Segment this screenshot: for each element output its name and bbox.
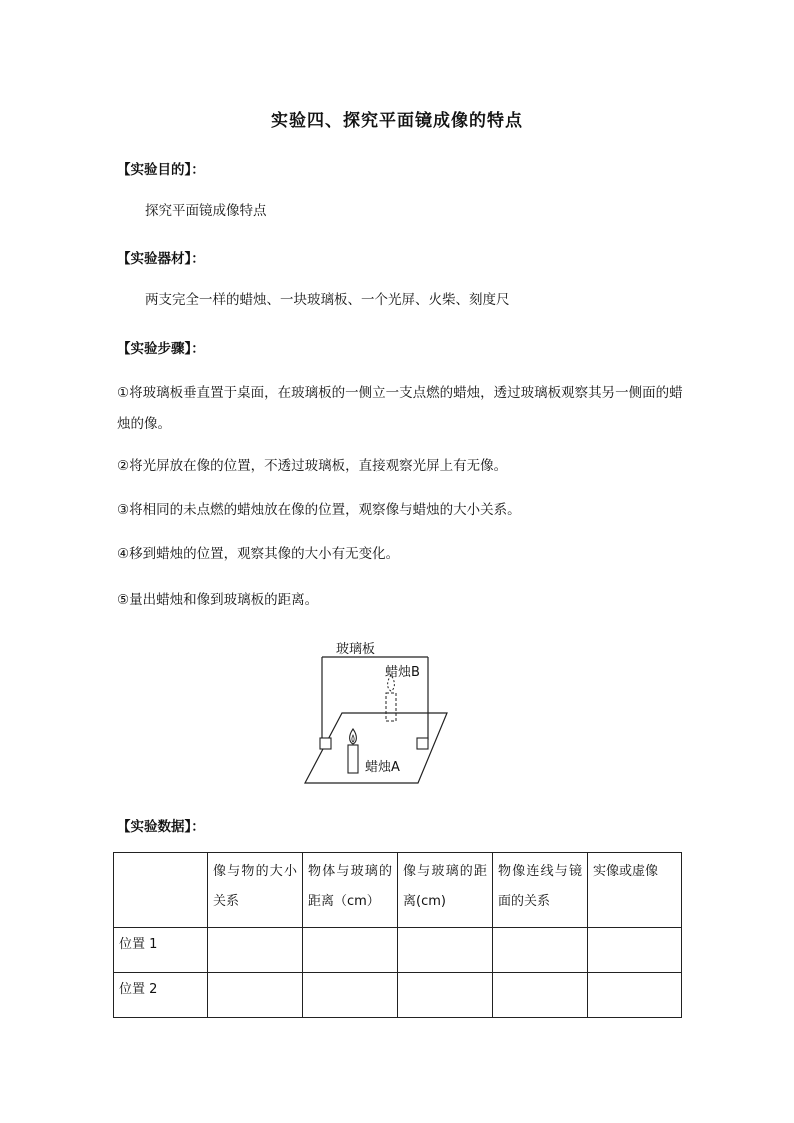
- table-row: [114, 928, 682, 973]
- table-header-row: [114, 853, 682, 928]
- data-table: [113, 852, 682, 1018]
- glass-label: 玻璃板: [336, 642, 376, 657]
- table-cell[interactable]: [588, 973, 682, 1018]
- table-header-cell: [114, 853, 208, 928]
- steps-heading: 【实验步骤】：: [117, 341, 205, 357]
- purpose-heading: 【实验目的】：: [117, 162, 205, 178]
- candle-a-label: 蜡烛A: [365, 760, 400, 775]
- page-title: 实验四、探究平面镜成像的特点: [271, 111, 523, 131]
- table-header-cell: 物像连线与镜面的关系: [493, 853, 588, 928]
- step-3: ③将相同的未点燃的蜡烛放在像的位置，观察像与蜡烛的大小关系。: [117, 502, 521, 518]
- step-2: ②将光屏放在像的位置，不透过玻璃板，直接观察光屏上有无像。: [117, 458, 508, 474]
- table-cell[interactable]: [398, 973, 493, 1018]
- step-4: ④移到蜡烛的位置，观察其像的大小有无变化。: [117, 546, 400, 562]
- table-cell[interactable]: [303, 973, 398, 1018]
- experiment-diagram: [300, 635, 460, 795]
- candle-b-label: 蜡烛B: [385, 665, 420, 680]
- table-cell[interactable]: [303, 928, 398, 973]
- step-1: ①将玻璃板垂直置于桌面，在玻璃板的一侧立一支点燃的蜡烛，透过玻璃板观察其另一侧面的蜡烛的像。: [117, 385, 683, 432]
- table-cell[interactable]: [493, 928, 588, 973]
- step-5: ⑤量出蜡烛和像到玻璃板的距离。: [117, 592, 319, 608]
- materials-text: 两支完全一样的蜡烛、一块玻璃板、一个光屏、火柴、刻度尺: [145, 292, 510, 308]
- table-header-cell: 像与物的大小关系: [208, 853, 303, 928]
- table-header-cell: 物体与玻璃的距离（cm）: [303, 853, 398, 928]
- table-cell[interactable]: [588, 928, 682, 973]
- table-cell[interactable]: [208, 928, 303, 973]
- table-cell: 位置 1: [114, 928, 208, 973]
- table-header-cell: 像与玻璃的距离(cm): [398, 853, 493, 928]
- table-header-cell: 实像或虚像: [588, 853, 682, 928]
- purpose-text: 探究平面镜成像特点: [145, 203, 267, 219]
- materials-heading: 【实验器材】：: [117, 251, 205, 267]
- table-cell[interactable]: [493, 973, 588, 1018]
- candle-a: [348, 745, 358, 773]
- table-cell[interactable]: [208, 973, 303, 1018]
- support-right: [417, 738, 428, 749]
- candle-b: [386, 693, 396, 721]
- table-cell[interactable]: [398, 928, 493, 973]
- table-cell: 位置 2: [114, 973, 208, 1018]
- mirror-setup-drawing: [300, 635, 460, 795]
- support-left: [320, 738, 331, 749]
- candle-a-inner-flame: [352, 735, 354, 742]
- data-heading: 【实验数据】：: [117, 819, 205, 835]
- table-row: [114, 973, 682, 1018]
